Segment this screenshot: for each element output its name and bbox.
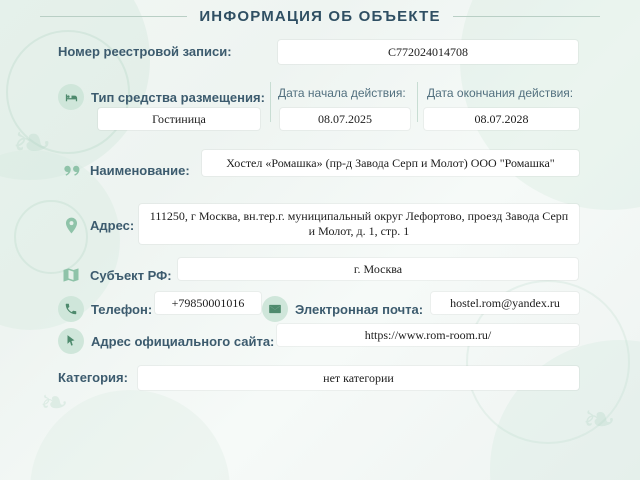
phone-label: Телефон:	[91, 301, 153, 317]
field-region	[58, 262, 172, 288]
hotel-bed-icon	[58, 84, 84, 110]
divider	[417, 82, 418, 122]
address-value: 111250, г Москва, вн.тер.г. муниципальный округ Лефортово, проезд Завода Серп и Молот, д. 1, стр. 1	[139, 204, 579, 244]
card-header	[0, 8, 640, 25]
quote-icon	[58, 157, 84, 183]
email-label: Электронная почта:	[295, 301, 424, 317]
accommodation-type-label: Тип средства размещения:	[91, 89, 265, 105]
region-label: Субъект РФ:	[90, 267, 172, 283]
start-date-value: 08.07.2025	[280, 108, 410, 130]
website-label: Адрес официального сайта:	[91, 333, 275, 349]
name-label: Наименование:	[90, 162, 190, 178]
map-icon	[58, 262, 84, 288]
field-address	[58, 212, 134, 238]
envelope-icon	[262, 296, 288, 322]
registry-number-label: Номер реестровой записи:	[58, 44, 232, 59]
field-category	[58, 370, 128, 385]
registry-number-value: С772024014708	[278, 40, 578, 64]
leaf-icon: ❧	[12, 117, 53, 170]
start-date-label: Дата начала действия:	[278, 86, 406, 100]
accommodation-type-value: Гостиница	[98, 108, 260, 130]
category-label: Категория:	[58, 370, 128, 385]
field-email	[262, 296, 423, 322]
leaf-icon: ❧	[40, 384, 69, 422]
cursor-icon	[58, 328, 84, 354]
page-title: ИНФОРМАЦИЯ ОБ ОБЪЕКТЕ	[199, 8, 441, 25]
map-pin-icon	[58, 212, 84, 238]
header-rule-right	[453, 16, 600, 17]
start-date-label-row	[278, 86, 406, 100]
field-accommodation-type	[58, 84, 265, 110]
end-date-label-row	[427, 86, 573, 100]
field-website	[58, 328, 274, 354]
category-value: нет категории	[138, 366, 579, 390]
field-phone	[58, 296, 152, 322]
field-registry-number	[58, 44, 232, 59]
address-label: Адрес:	[90, 217, 135, 233]
field-name	[58, 157, 190, 183]
leaf-icon: ❧	[582, 398, 616, 442]
phone-value: +79850001016	[155, 292, 261, 314]
end-date-label: Дата окончания действия:	[427, 86, 574, 100]
card-body	[0, 34, 640, 480]
name-value: Хостел «Ромашка» (пр-д Завода Серп и Молот) ООО "Ромашка"	[202, 150, 579, 176]
divider	[270, 82, 271, 122]
header-rule-left	[40, 16, 187, 17]
phone-icon	[58, 296, 84, 322]
website-value: https://www.rom-room.ru/	[277, 324, 579, 346]
email-value: hostel.rom@yandex.ru	[431, 292, 579, 314]
region-value: г. Москва	[178, 258, 578, 280]
end-date-value: 08.07.2028	[424, 108, 579, 130]
